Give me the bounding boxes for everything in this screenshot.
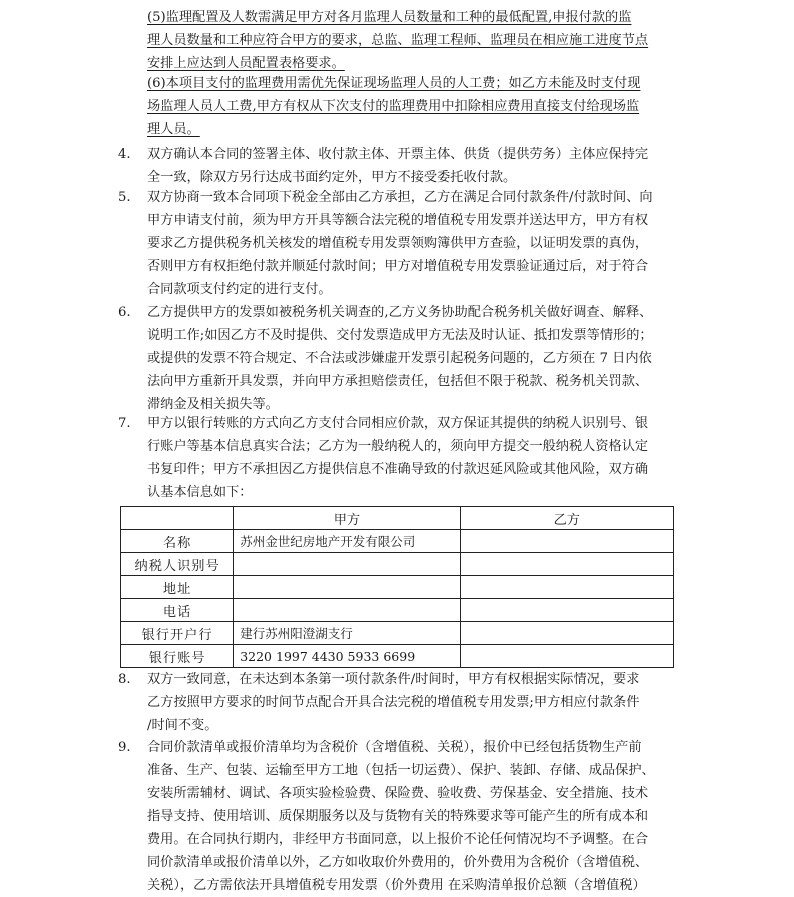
text-line: 费用。在合同执行期内，非经甲方书面同意，以上报价不论任何情况均不予调整。在合	[147, 832, 649, 847]
text-line: 全一致，除双方另行达成书面约定外，甲方不接受委托收付款。	[147, 170, 517, 185]
text-line: 认基本信息如下：	[147, 485, 253, 500]
row-label: 地址	[121, 576, 234, 599]
table-row	[121, 530, 674, 553]
party-a-value	[234, 576, 460, 599]
sub-clause-5	[147, 6, 677, 75]
party-b-value	[460, 599, 673, 622]
table-row	[121, 599, 674, 622]
text-line: 法向甲方重新开具发票，并向甲方承担赔偿责任，包括但不限于税款、税务机关罚款、	[147, 374, 649, 389]
party-a-value: 3220 1997 4430 5933 6699	[234, 645, 460, 668]
text-line: 书复印件；甲方不承担因乙方提供信息不准确导致的付款迟延风险或其他风险，双方确	[147, 462, 649, 477]
text-line: 甲方以银行转账的方式向乙方支付合同相应价款，双方保证其提供的纳税人识别号、银	[147, 416, 649, 431]
party-b-value	[460, 645, 673, 668]
text-line: 准备、生产、包装、运输至甲方工地（包括一切运费）、保护、装卸、存储、成品保护、	[147, 763, 655, 778]
text-line: 说明工作;如因乙方不及时提供、交付发票造成甲方无法及时认证、抵扣发票等情形的；	[147, 328, 653, 343]
table-header-row	[121, 507, 674, 530]
text-line: 双方一致同意，在未达到本条第一项付款条件/时间时，甲方有权根据实际情况，要求	[147, 672, 640, 687]
text-line: 同价款清单或报价清单以外，乙方如收取价外费用的，价外费用为含税价（含增值税、	[147, 855, 649, 870]
row-label: 电话	[121, 599, 234, 622]
row-label: 名称	[121, 530, 234, 553]
party-b-value	[460, 576, 673, 599]
clause-body	[147, 668, 677, 737]
party-a-value: 苏州金世纪房地产开发有限公司	[234, 530, 460, 553]
text-line: 行账户等基本信息真实合法；乙方为一般纳税人的，须向甲方提交一般纳税人资格认定	[147, 439, 649, 454]
clause-number: 5.	[118, 190, 131, 205]
clause-body	[147, 301, 677, 416]
party-a-value	[234, 553, 460, 576]
text-line: 安排上应达到人员配置表格要求。	[147, 56, 345, 71]
table-row	[121, 622, 674, 645]
text-line: 理人员数量和工种应符合甲方的要求，总监、监理工程师、监理员在相应施工进度节点	[147, 33, 649, 48]
clause-number: 6.	[118, 305, 131, 320]
table-row	[121, 576, 674, 599]
text-line: 滞纳金及相关损失等。	[147, 397, 279, 412]
party-b-value	[460, 553, 673, 576]
text-line: 安装所需辅材、调试、各项实验检验费、保险费、验收费、劳保基金、安全措施、技术	[147, 786, 649, 801]
table-header-cell	[121, 507, 234, 530]
text-line: 理人员。	[147, 122, 200, 137]
text-line: 双方协商一致本合同项下税金全部由乙方承担，乙方在满足合同付款条件/付款时间、向	[147, 190, 653, 205]
text-line: 要求乙方提供税务机关核发的增值税专用发票领购簿供甲方查验，以证明发票的真伪，	[147, 236, 649, 251]
clause-body	[147, 186, 677, 301]
clause-body	[147, 736, 677, 897]
text-line: 合同款项支付约定的进行支付。	[147, 282, 332, 297]
row-label: 银行开户行	[121, 622, 234, 645]
sub-clause-6	[147, 72, 677, 141]
text-line: 甲方申请支付前，须为甲方开具等额合法完税的增值税专用发票并送达甲方，甲方有权	[147, 213, 649, 228]
clause-number: 8.	[118, 672, 131, 687]
text-line: 合同价款清单或报价清单均为含税价（含增值税、关税），报价中已经包括货物生产前	[147, 740, 642, 755]
clause-number: 4.	[118, 147, 131, 162]
clause-number: 7.	[118, 416, 131, 431]
text-line: 场监理人员人工费,甲方有权从下次支付的监理费用中扣除相应费用直接支付给现场监	[147, 99, 640, 114]
text-line: 否则甲方有权拒绝付款并顺延付款时间；甲方对增值税专用发票验证通过后，对于符合	[147, 259, 649, 274]
table-header-party-b: 乙方	[460, 507, 673, 530]
party-a-value	[234, 599, 460, 622]
clause-number: 9.	[118, 740, 131, 755]
text-line: 乙方提供甲方的发票如被税务机关调查的,乙方义务协助配合税务机关做好调查、解释、	[147, 305, 653, 320]
table-row	[121, 645, 674, 668]
text-line: 双方确认本合同的签署主体、收付款主体、开票主体、供货（提供劳务）主体应保持完	[147, 147, 649, 162]
text-line: (5)监理配置及人数需满足甲方对各月监理人员数量和工种的最低配置,申报付款的监	[147, 10, 632, 25]
row-label: 纳税人识别号	[121, 553, 234, 576]
party-info-table	[120, 506, 674, 668]
row-label: 银行账号	[121, 645, 234, 668]
text-line: 指导支持、使用培训、质保期服务以及与货物有关的特殊要求等可能产生的所有成本和	[147, 809, 649, 824]
text-line: /时间不变。	[147, 718, 218, 733]
text-line: 关税），乙方需依法开具增值税专用发票（价外费用 在采购清单报价总额（含增值税）	[147, 878, 646, 893]
text-line: 或提供的发票不符合规定、不合法或涉嫌虚开发票引起税务问题的，乙方须在 7 日内依	[147, 351, 652, 366]
text-line: 乙方按照甲方要求的时间节点配合开具合法完税的增值税专用发票;甲方相应付款条件	[147, 695, 640, 710]
table-header-party-a: 甲方	[234, 507, 460, 530]
table-row	[121, 553, 674, 576]
party-b-value	[460, 622, 673, 645]
party-a-value: 建行苏州阳澄湖支行	[234, 622, 460, 645]
clause-body	[147, 412, 677, 504]
text-line: (6)本项目支付的监理费用需优先保证现场监理人员的人工费；如乙方未能及时支付现	[147, 76, 641, 91]
clause-body	[147, 143, 677, 189]
party-b-value	[460, 530, 673, 553]
